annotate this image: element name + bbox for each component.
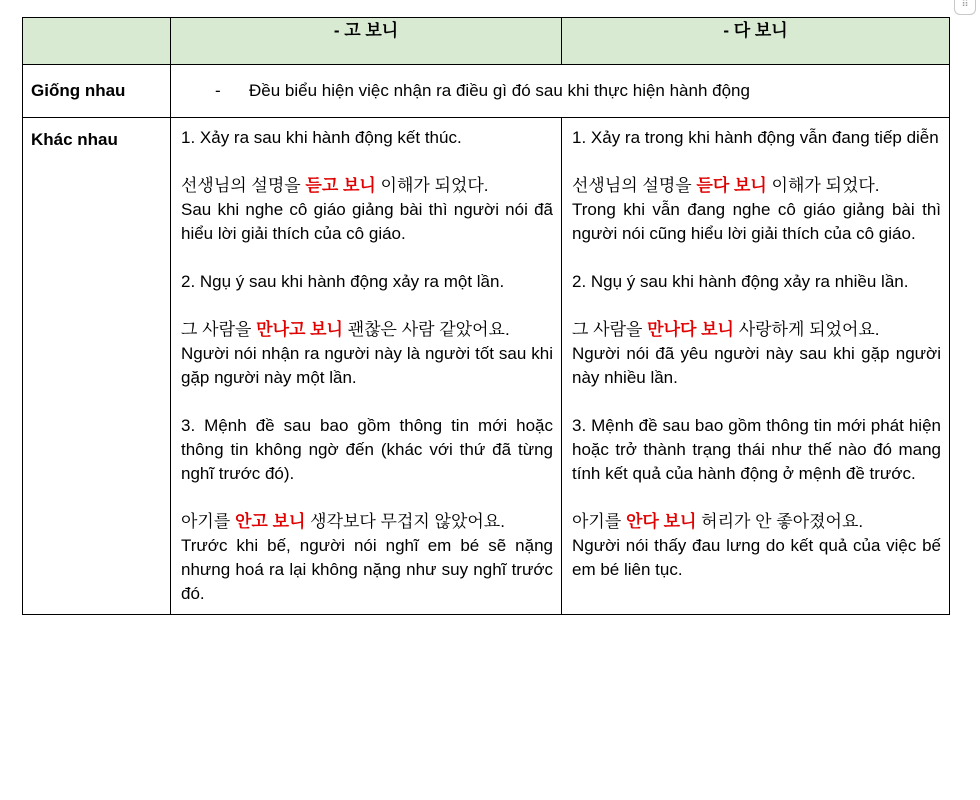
example-highlight: 듣고 보니 (305, 176, 376, 195)
point-block (181, 414, 553, 606)
example-sentence (572, 318, 941, 342)
header-blank-cell (23, 18, 171, 65)
similar-dash: - (215, 81, 221, 100)
header-go-boni: - 고 보니 (171, 18, 562, 65)
point-text: 3. Mệnh đề sau bao gồm thông tin mới phát hiện hoặc trở thành trạng thái như thế nào đó mang tính kết quả của hành động ở mệnh đề trước. (572, 416, 941, 483)
example-block (181, 174, 553, 246)
example-explanation: Trong khi vẫn đang nghe cô giáo giảng bài thì người nói cũng hiểu lời giải thích của cô giáo. (572, 200, 941, 243)
example-pre: 아기를 (181, 512, 235, 531)
similar-row (23, 65, 950, 118)
example-highlight: 만나고 보니 (256, 320, 343, 339)
example-sentence (572, 174, 941, 198)
drag-handle-icon[interactable]: ⠿ (954, 0, 976, 15)
example-post: 이해가 되었다. (375, 176, 489, 195)
example-explanation: Sau khi nghe cô giáo giảng bài thì người nói đã hiểu lời giải thích của cô giáo. (181, 200, 553, 243)
example-explanation: Trước khi bế, người nói nghĩ em bé sẽ nặng nhưng hoá ra lại không nặng như suy nghĩ trước đó. (181, 536, 553, 603)
comparison-table (22, 17, 950, 615)
example-pre: 선생님의 설명을 (181, 176, 306, 195)
example-post: 이해가 되었다. (766, 176, 880, 195)
header-da-boni: - 다 보니 (562, 18, 950, 65)
point-block (181, 270, 553, 390)
point-text: 2. Ngụ ý sau khi hành động xảy ra một lần. (181, 272, 505, 291)
example-post: 사랑하게 되었어요. (733, 320, 880, 339)
example-highlight: 듣다 보니 (696, 176, 767, 195)
da-boni-cell (562, 118, 950, 615)
example-sentence (181, 174, 553, 198)
example-sentence (181, 510, 553, 534)
example-highlight: 만나다 보니 (647, 320, 734, 339)
example-explanation: Người nói nhận ra người này là người tốt sau khi gặp người này một lần. (181, 344, 553, 387)
example-post: 생각보다 무겁지 않았어요. (305, 512, 505, 531)
example-sentence (181, 318, 553, 342)
table-header-row (23, 18, 950, 65)
example-post: 허리가 안 좋아졌어요. (696, 512, 864, 531)
similar-label: Giống nhau (23, 65, 171, 118)
different-label: Khác nhau (23, 118, 171, 615)
example-block (572, 318, 941, 390)
point-text: 2. Ngụ ý sau khi hành động xảy ra nhiều lần. (572, 272, 909, 291)
point-block (181, 126, 553, 246)
example-highlight: 안고 보니 (235, 512, 306, 531)
example-block (181, 510, 553, 606)
point-block (572, 270, 941, 390)
example-explanation: Người nói đã yêu người này sau khi gặp người này nhiều lần. (572, 344, 941, 387)
point-text: 1. Xảy ra sau khi hành động kết thúc. (181, 128, 462, 147)
similar-cell (171, 65, 950, 118)
point-text: 3. Mệnh đề sau bao gồm thông tin mới hoặc thông tin không ngờ đến (khác với thứ đã từng nghĩ trước đó). (181, 416, 553, 483)
example-pre: 그 사람을 (572, 320, 648, 339)
go-boni-cell (171, 118, 562, 615)
example-explanation: Người nói thấy đau lưng do kết quả của việc bế em bé liên tục. (572, 536, 941, 579)
example-pre: 그 사람을 (181, 320, 257, 339)
different-row (23, 118, 950, 615)
example-block (572, 510, 941, 582)
example-block (572, 174, 941, 246)
example-highlight: 안다 보니 (626, 512, 697, 531)
example-sentence (572, 510, 941, 534)
similar-text: Đều biểu hiện việc nhận ra điều gì đó sau khi thực hiện hành động (249, 81, 750, 100)
example-pre: 선생님의 설명을 (572, 176, 697, 195)
point-text: 1. Xảy ra trong khi hành động vẫn đang tiếp diễn (572, 128, 939, 147)
point-block (572, 414, 941, 582)
example-pre: 아기를 (572, 512, 626, 531)
example-block (181, 318, 553, 390)
point-block (572, 126, 941, 246)
example-post: 괜찮은 사람 같았어요. (342, 320, 510, 339)
